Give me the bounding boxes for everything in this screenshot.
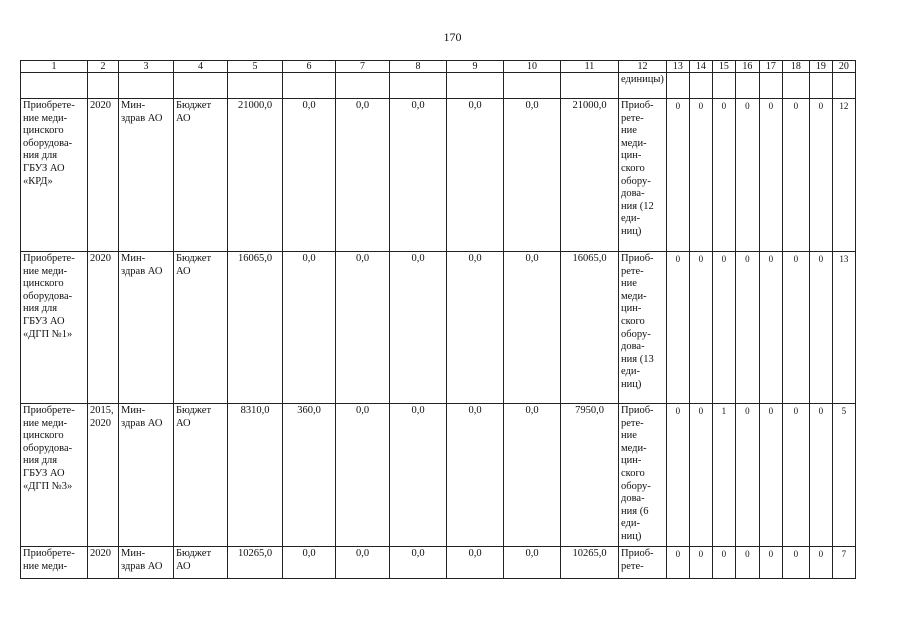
value-cell: 0,0 [447,99,504,252]
column-number: 6 [283,61,336,73]
source-cell: Бюджет АО [174,547,228,579]
column-number-row [21,61,856,73]
value-cell: 0,0 [504,252,561,404]
value-cell: 0,0 [336,252,390,404]
value-cell: 0,0 [504,547,561,579]
name-cell: Приобрете- ние меди- цинского оборудова- ния для ГБУЗ АО «ДГП №1» [21,252,88,404]
indicator-cell: 0 [666,99,689,252]
value-cell: 0,0 [336,547,390,579]
indicator-cell: 0 [712,547,735,579]
value-cell: 0,0 [390,99,447,252]
value-cell: 0,0 [390,547,447,579]
indicator-cell: 13 [832,252,855,404]
indicator-cell: 0 [782,252,809,404]
data-table [20,60,856,579]
indicator-cell: 0 [809,404,832,547]
indicator-cell: 0 [689,547,712,579]
indicator-cell: 0 [666,547,689,579]
year-cell: 2020 [88,252,119,404]
value-cell: 16065,0 [561,252,619,404]
indicator-cell: 0 [712,252,735,404]
result-cell: Приоб- рете- ние меди- цин- ского обору- дова- ния (12 еди- ниц) [619,99,667,252]
value-cell: 360,0 [283,404,336,547]
indicator-cell: 0 [712,99,735,252]
result-cell: Приоб- рете- [619,547,667,579]
value-cell: 21000,0 [561,99,619,252]
value-cell: 21000,0 [228,99,283,252]
column-number: 4 [174,61,228,73]
column-number: 13 [666,61,689,73]
column-number: 11 [561,61,619,73]
column-number: 16 [735,61,759,73]
value-cell: 0,0 [447,404,504,547]
table-row [21,547,856,579]
indicator-cell: 0 [759,252,782,404]
page-number: 170 [443,30,462,44]
indicator-cell: 0 [735,252,759,404]
indicator-cell: 0 [666,404,689,547]
year-cell: 2020 [88,547,119,579]
indicator-cell: 5 [832,404,855,547]
indicator-cell: 0 [809,547,832,579]
indicator-cell: 0 [782,99,809,252]
indicator-cell: 0 [735,99,759,252]
column-number: 15 [712,61,735,73]
value-cell: 0,0 [336,99,390,252]
column-number: 14 [689,61,712,73]
indicator-cell: 0 [689,404,712,547]
column-number: 12 [619,61,667,73]
value-cell: 10265,0 [228,547,283,579]
indicator-cell: 0 [735,404,759,547]
column-number: 7 [336,61,390,73]
indicator-cell: 0 [759,404,782,547]
value-cell: 0,0 [504,99,561,252]
indicator-cell: 1 [712,404,735,547]
value-cell: 0,0 [336,404,390,547]
value-cell: 10265,0 [561,547,619,579]
value-cell: 16065,0 [228,252,283,404]
value-cell: 0,0 [447,252,504,404]
year-cell: 2015, 2020 [88,404,119,547]
indicator-cell: 12 [832,99,855,252]
table-row [21,252,856,404]
name-cell: Приобрете- ние меди- [21,547,88,579]
column-number: 20 [832,61,855,73]
column-number: 3 [119,61,174,73]
result-cell: Приоб- рете- ние меди- цин- ского обору- дова- ния (13 еди- ниц) [619,252,667,404]
value-cell: 0,0 [283,99,336,252]
value-cell: 0,0 [447,547,504,579]
org-cell: Мин- здрав АО [119,252,174,404]
indicator-cell: 0 [759,547,782,579]
indicator-cell: 0 [809,99,832,252]
column-number: 8 [390,61,447,73]
column-number: 5 [228,61,283,73]
name-cell: Приобрете- ние меди- цинского оборудова- ния для ГБУЗ АО «КРД» [21,99,88,252]
column-number: 10 [504,61,561,73]
value-cell: 8310,0 [228,404,283,547]
value-cell: 7950,0 [561,404,619,547]
indicator-cell: 0 [689,252,712,404]
column-number: 9 [447,61,504,73]
org-cell: Мин- здрав АО [119,404,174,547]
source-cell: Бюджет АО [174,404,228,547]
value-cell: 0,0 [504,404,561,547]
year-cell: 2020 [88,99,119,252]
org-cell: Мин- здрав АО [119,547,174,579]
source-cell: Бюджет АО [174,99,228,252]
column-number: 18 [782,61,809,73]
continuation-cell: единицы) [619,73,667,99]
column-number: 17 [759,61,782,73]
indicator-cell: 0 [689,99,712,252]
column-number: 1 [21,61,88,73]
table-row [21,99,856,252]
indicator-cell: 0 [735,547,759,579]
source-cell: Бюджет АО [174,252,228,404]
indicator-cell: 0 [782,547,809,579]
name-cell: Приобрете- ние меди- цинского оборудова- ния для ГБУЗ АО «ДГП №3» [21,404,88,547]
value-cell: 0,0 [283,252,336,404]
continuation-row [21,73,856,99]
column-number: 19 [809,61,832,73]
indicator-cell: 0 [759,99,782,252]
org-cell: Мин- здрав АО [119,99,174,252]
indicator-cell: 0 [666,252,689,404]
value-cell: 0,0 [390,404,447,547]
table-row [21,404,856,547]
value-cell: 0,0 [390,252,447,404]
indicator-cell: 7 [832,547,855,579]
result-cell: Приоб- рете- ние меди- цин- ского обору- дова- ния (6 еди- ниц) [619,404,667,547]
column-number: 2 [88,61,119,73]
indicator-cell: 0 [809,252,832,404]
value-cell: 0,0 [283,547,336,579]
indicator-cell: 0 [782,404,809,547]
